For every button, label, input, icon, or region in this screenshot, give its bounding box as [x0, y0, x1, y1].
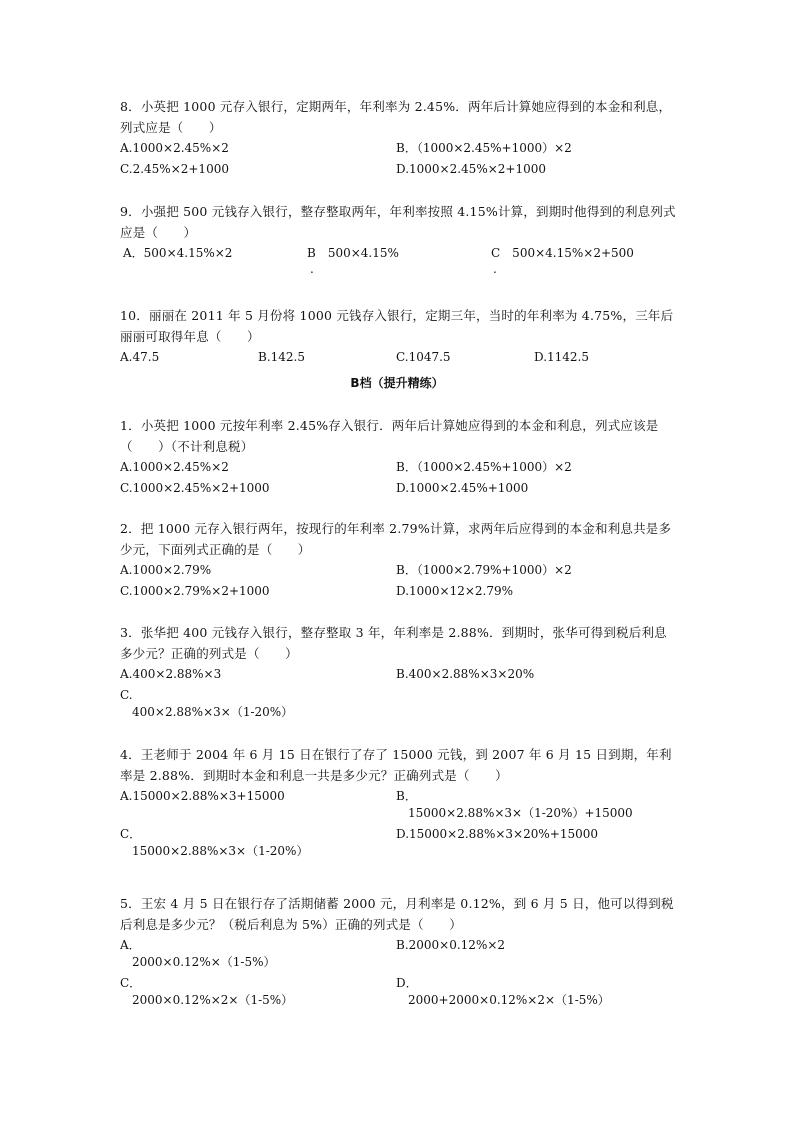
option-c: C.2.45%×2+1000: [120, 162, 229, 176]
option-c: 400×2.88%×3×（1-20%）: [132, 705, 294, 719]
question-stem: 10．丽丽在 2011 年 5 月份将 1000 元钱存入银行，定期三年，当时的年利率为 4.75%，三年后丽丽可取得年息（ ）: [120, 308, 674, 344]
option-a: A.1000×2.45%×2: [120, 141, 229, 155]
option-b: B.2000×0.12%×2: [396, 938, 506, 952]
question-stem: 5．王宏 4 月 5 日在银行存了活期储蓄 2000 元，月利率是 0.12%，到 6 月 5 日，他可以得到税后利息是多少元？（税后利息为 5%）正确的列式是（ ）: [120, 896, 674, 932]
option-b: B．（1000×2.45%+1000）×2: [396, 141, 572, 155]
option-d: D.1000×2.45%×2+1000: [396, 162, 547, 176]
options-row: [120, 457, 676, 478]
option-b: B．（1000×2.79%+1000）×2: [396, 563, 572, 577]
question-10: [120, 305, 676, 368]
option-c: C.1000×2.45%×2+1000: [120, 481, 270, 495]
option-c-letter: C．: [120, 827, 142, 841]
question-stem: 1．小英把 1000 元按年利率 2.45%存入银行．两年后计算她应得到的本金和利息，列式应该是（ ）（不计利息税）: [120, 418, 659, 454]
question-9: [120, 201, 676, 281]
question-b5: [120, 893, 676, 1011]
question-stem: 8．小英把 1000 元存入银行，定期两年，年利率为 2.45%．两年后计算她应得到的本金和利息，列式应是（ ）: [120, 99, 672, 135]
option-d: 2000+2000×0.12%×2×（1-5%）: [408, 993, 610, 1007]
option-b: B 500×4.15%: [307, 246, 399, 260]
option-d: D.15000×2.88%×3×20%+15000: [396, 827, 599, 841]
option-a: A.15000×2.88%×3+15000: [120, 789, 285, 803]
options-row: [120, 581, 676, 602]
options-row: [120, 824, 676, 862]
option-c: C.1000×2.79%×2+1000: [120, 584, 270, 598]
option-a: A.1000×2.79%: [120, 563, 212, 577]
dot-mark: .: [310, 262, 314, 276]
option-a: A.400×2.88%×3: [120, 667, 222, 681]
question-b2: [120, 518, 676, 602]
options-row: [120, 159, 676, 180]
option-c: 2000×0.12%×2×（1-5%）: [132, 993, 294, 1007]
options-row: [120, 685, 676, 723]
option-b: 15000×2.88%×3×（1-20%）+15000: [408, 806, 633, 820]
options-row: [120, 347, 676, 368]
options-row: [120, 560, 676, 581]
option-c-letter: C．: [120, 976, 142, 990]
option-d: D.1000×12×2.79%: [396, 584, 514, 598]
options-row: [120, 478, 676, 499]
option-a: A.1000×2.45%×2: [120, 460, 229, 474]
option-d-letter: D．: [396, 976, 418, 990]
options-row: [120, 973, 676, 1011]
section-heading: B档（提升精练）: [350, 376, 444, 390]
question-stem: 4．王老师于 2004 年 6 月 15 日在银行了存了 15000 元钱，到 2007 年 6 月 15 日到期，年利率是 2.88%．到期时本金和利息一共是多少元？正确列式是（ ）: [120, 747, 672, 783]
options-row: [120, 138, 676, 159]
options-row: [120, 664, 676, 685]
question-b3: [120, 622, 676, 723]
option-b: B.400×2.88%×3×20%: [396, 667, 535, 681]
question-b1: [120, 415, 676, 499]
options-row: [120, 243, 676, 281]
option-a: A.47.5: [120, 350, 160, 364]
option-a-letter: A．: [120, 938, 141, 952]
option-b: B.142.5: [258, 350, 305, 364]
option-c: C.1047.5: [396, 350, 451, 364]
option-d: D.1142.5: [534, 350, 589, 364]
question-8: [120, 96, 676, 180]
option-c-letter: C.: [120, 688, 133, 702]
option-c: 15000×2.88%×3×（1-20%）: [132, 844, 309, 858]
options-row: [120, 786, 676, 824]
dot-mark: .: [493, 262, 497, 276]
option-b-letter: B．: [396, 789, 417, 803]
option-a: 2000×0.12%×（1-5%）: [132, 955, 276, 969]
option-c: C 500×4.15%×2+500: [491, 246, 634, 260]
option-a: A．500×4.15%×2: [123, 246, 233, 260]
options-row: [120, 935, 676, 973]
option-d: D.1000×2.45%+1000: [396, 481, 529, 495]
question-stem: 2．把 1000 元存入银行两年，按现行的年利率 2.79%计算，求两年后应得到的本金和利息共是多少元，下面列式正确的是（ ）: [120, 521, 672, 557]
question-stem: 3．张华把 400 元钱存入银行，整存整取 3 年，年利率是 2.88%．到期时，张华可得到税后利息多少元？正确的列式是（ ）: [120, 625, 667, 661]
question-b4: [120, 744, 676, 862]
question-stem: 9．小强把 500 元钱存入银行，整存整取两年，年利率按照 4.15%计算，到期时他得到的利息列式应是（ ）: [120, 204, 676, 240]
option-b: B．（1000×2.45%+1000）×2: [396, 460, 572, 474]
